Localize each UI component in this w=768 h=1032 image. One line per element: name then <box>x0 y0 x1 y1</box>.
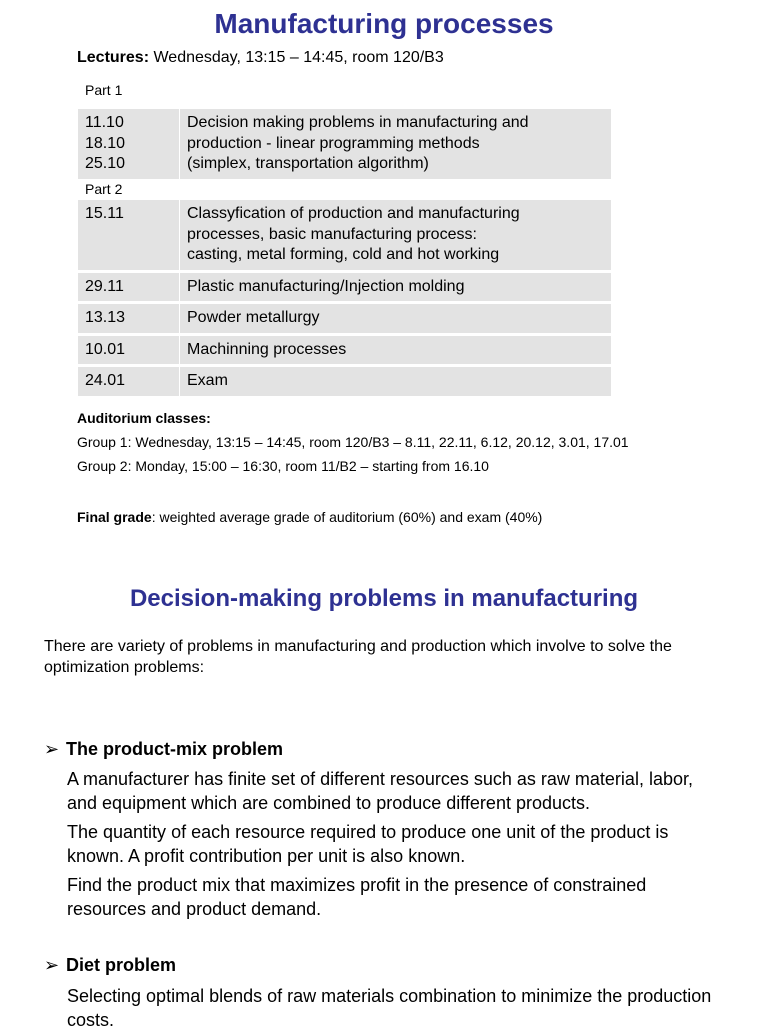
schedule-topic-line: processes, basic manufacturing process: <box>187 225 477 243</box>
product-mix-heading <box>44 739 283 760</box>
part1-label: Part 1 <box>85 82 123 98</box>
section-title: Decision-making problems in manufacturing <box>129 585 639 612</box>
diet-paragraph-1: Selecting optimal blends of raw materials combination to minimize the production costs. <box>67 986 712 1030</box>
schedule-topic-line: (simplex, transportation algorithm) <box>187 155 429 172</box>
auditorium-group2: Group 2: Monday, 15:00 – 16:30, room 11/B2 – starting from 16.10 <box>77 458 489 474</box>
lectures-line <box>77 49 444 67</box>
schedule-topic <box>180 273 611 302</box>
schedule-date: 11.10 <box>85 114 124 131</box>
schedule-date: 18.10 <box>85 134 126 152</box>
schedule-topic-line: production - linear programming methods <box>187 134 480 152</box>
schedule-dates <box>78 273 180 302</box>
schedule-row <box>78 304 611 333</box>
schedule-row <box>78 336 611 365</box>
schedule-dates <box>78 367 180 396</box>
schedule-topic-line: Classyfication of production and manufacturing <box>187 205 520 222</box>
part2-table <box>78 197 611 399</box>
schedule-dates <box>78 336 180 365</box>
schedule-row <box>78 273 611 302</box>
schedule-topic <box>180 304 611 333</box>
schedule-dates <box>78 109 180 179</box>
diet-heading-text: Diet problem <box>66 955 177 975</box>
schedule-topic-line: Powder metallurgy <box>187 309 320 326</box>
schedule-topic <box>180 367 611 396</box>
diet-heading <box>44 955 176 976</box>
arrow-bullet-icon: ➢ <box>44 739 60 759</box>
final-grade-label: Final grade <box>77 509 152 525</box>
schedule-topic-line: Plastic manufacturing/Injection molding <box>187 277 465 295</box>
lectures-label: Lectures: <box>77 49 150 66</box>
schedule-topic-line: casting, metal forming, cold and hot working <box>187 246 500 263</box>
schedule-topic <box>180 336 611 365</box>
product-mix-paragraph-3: Find the product mix that maximizes profit in the presence of constrained resources and product demand. <box>67 875 647 919</box>
arrow-bullet-icon: ➢ <box>44 955 60 975</box>
product-mix-heading-text: The product-mix problem <box>66 739 284 759</box>
schedule-row <box>78 367 611 396</box>
auditorium-heading: Auditorium classes: <box>77 410 211 426</box>
section-intro: There are variety of problems in manufacturing and production which involve to solve the optimization problems: <box>44 638 672 676</box>
schedule-date: 29.11 <box>85 277 124 295</box>
schedule-date: 10.01 <box>85 340 126 358</box>
schedule-date: 25.10 <box>85 155 126 172</box>
final-grade-line <box>77 509 542 525</box>
page-title: Manufacturing processes <box>214 8 554 39</box>
schedule-date: 13.13 <box>85 309 126 326</box>
schedule-topic-line: Decision making problems in manufacturing and <box>187 114 529 131</box>
lectures-text: Wednesday, 13:15 – 14:45, room 120/B3 <box>149 49 444 66</box>
schedule-date: 24.01 <box>85 372 126 389</box>
schedule-topic <box>180 200 611 270</box>
schedule-dates <box>78 304 180 333</box>
schedule-dates <box>78 200 180 270</box>
schedule-topic <box>180 109 611 179</box>
schedule-row <box>78 200 611 270</box>
schedule-date: 15.11 <box>85 205 124 222</box>
schedule-row <box>78 109 611 179</box>
product-mix-paragraph-1: A manufacturer has finite set of different resources such as raw material, labor, and equipment which are combined to produce different products. <box>67 769 693 813</box>
final-grade-text: : weighted average grade of auditorium (60%) and exam (40%) <box>151 509 543 525</box>
part1-table <box>78 106 611 182</box>
auditorium-group1: Group 1: Wednesday, 13:15 – 14:45, room 120/B3 – 8.11, 22.11, 6.12, 20.12, 3.01, 17.01 <box>77 434 629 450</box>
part2-label: Part 2 <box>85 181 123 197</box>
schedule-topic-line: Exam <box>187 372 228 389</box>
product-mix-paragraph-2: The quantity of each resource required to produce one unit of the product is known. A profit contribution per unit is also known. <box>67 822 669 866</box>
schedule-topic-line: Machinning processes <box>187 340 347 358</box>
